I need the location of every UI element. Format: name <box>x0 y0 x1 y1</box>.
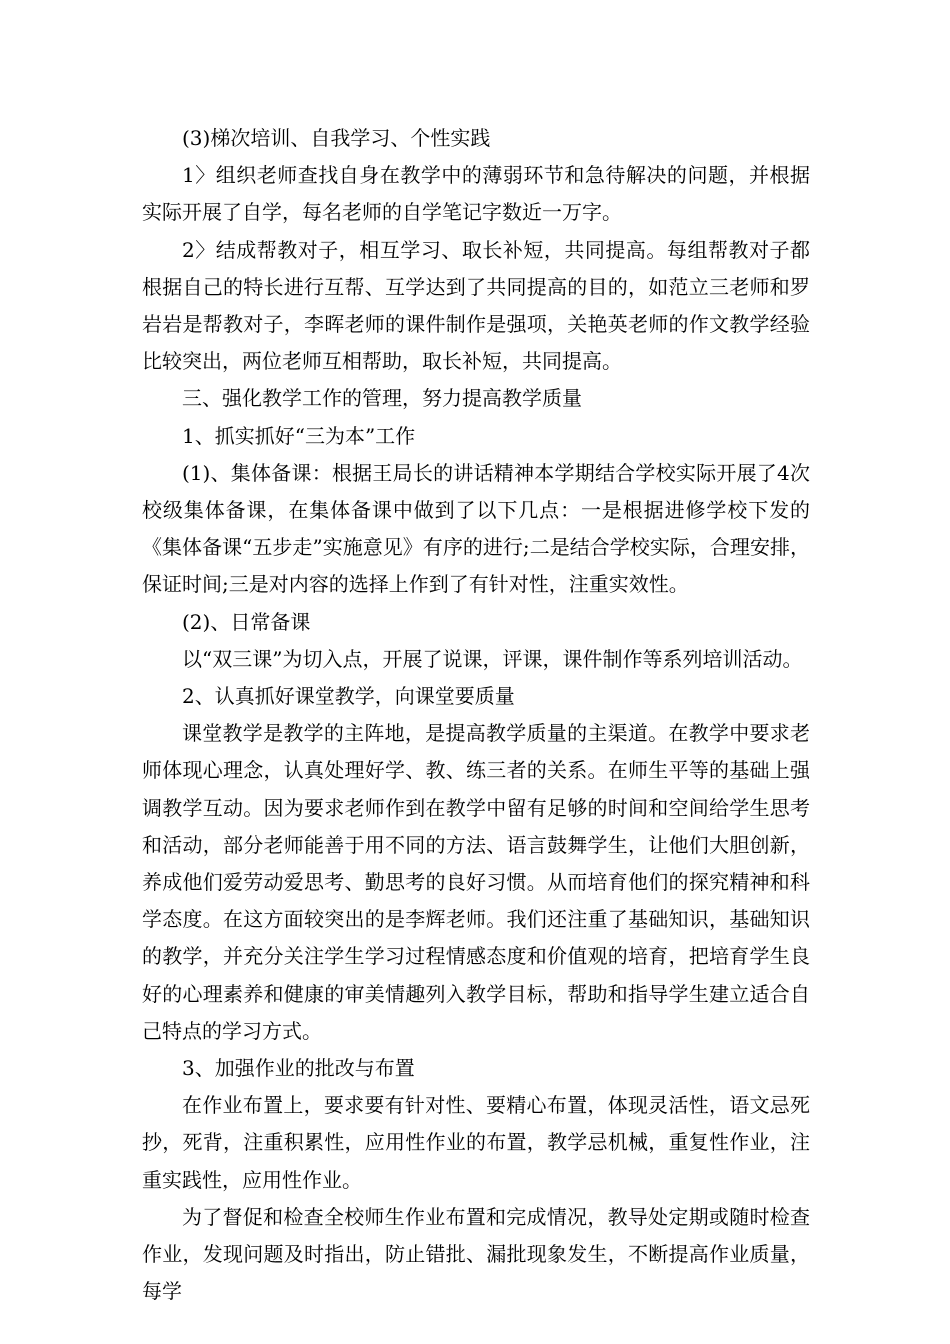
subheading-daily-lesson-prep: (2)、日常备课 <box>182 609 311 634</box>
subheading-classroom-teaching: 2、认真抓好课堂教学，向课堂要质量 <box>182 684 515 709</box>
subheading-homework: 3、加强作业的批改与布置 <box>182 1056 415 1081</box>
paragraph-heading-tiered-training: (3)梯次培训、自我学习、个性实践 <box>182 126 491 150</box>
paragraph-homework-assignment: 在作业布置上，要求要有针对性、要精心布置，体现灵活性，语文忌死抄，死背，注重积累性，应用性作业的布置，教学忌机械，重复性作业，注重实践性，应用性作业。 <box>142 1093 810 1192</box>
paragraph-double-three-lessons: 以“双三课”为切入点，开展了说课，评课，课件制作等系列培训活动。 <box>182 646 803 671</box>
paragraph-classroom-teaching: 课堂教学是教学的主阵地，是提高教学质量的主渠道。在教学中要求老师体现心理念，认真处理好学、教、练三者的关系。在师生平等的基础上强调教学互动。因为要求老师作到在教学中留有足够的时间和空间给学生思考和活动，部分老师能善于用不同的方法、语言鼓舞学生，让他们大胆创新，养成他们爱劳动爱思考、勤思考的良好习惯。从而培育他们的探究精神和科学态度。在这方面较突出的是李辉老师。我们还注重了基础知识，基础知识的教学，并充分关注学生学习过程情感态度和价值观的培育，把培育学生良好的心理素养和健康的审美情趣列入教学目标，帮助和指导学生建立适合自己特点的学习方式。 <box>142 721 810 1043</box>
paragraph-collective-lesson-prep: (1)、集体备课：根据王局长的讲话精神本学期结合学校实际开展了4次校级集体备课，在集体备课中做到了以下几点：一是根据进修学校下发的《集体备课“五步走”实施意见》有序的进行;二是结合学校实际，合理安排，保证时间;三是对内容的选择上作到了有针对性，注重实效性。 <box>142 460 810 597</box>
subheading-three-basics: 1、抓实抓好“三为本”工作 <box>182 423 416 448</box>
section-heading-teaching-management: 三、强化教学工作的管理，努力提高教学质量 <box>182 386 582 411</box>
paragraph-mentoring-pairs: 2〉结成帮教对子，相互学习、取长补短，共同提高。每组帮教对子都根据自己的特长进行互帮、互学达到了共同提高的目的，如范立三老师和罗岩岩是帮教对子，李晖老师的课件制作是强项，关艳英老师的作文教学经验比较突出，两位老师互相帮助，取长补短，共同提高。 <box>142 237 810 374</box>
paragraph-homework-inspection: 为了督促和检查全校师生作业布置和完成情况，教导处定期或随时检查作业，发现问题及时指出，防止错批、漏批现象发生，不断提高作业质量，每学 <box>142 1204 810 1304</box>
paragraph-self-study: 1〉组织老师查找自身在教学中的薄弱环节和急待解决的问题，并根据实际开展了自学，每名老师的自学笔记字数近一万字。 <box>142 163 810 225</box>
document-body <box>142 120 810 1311</box>
